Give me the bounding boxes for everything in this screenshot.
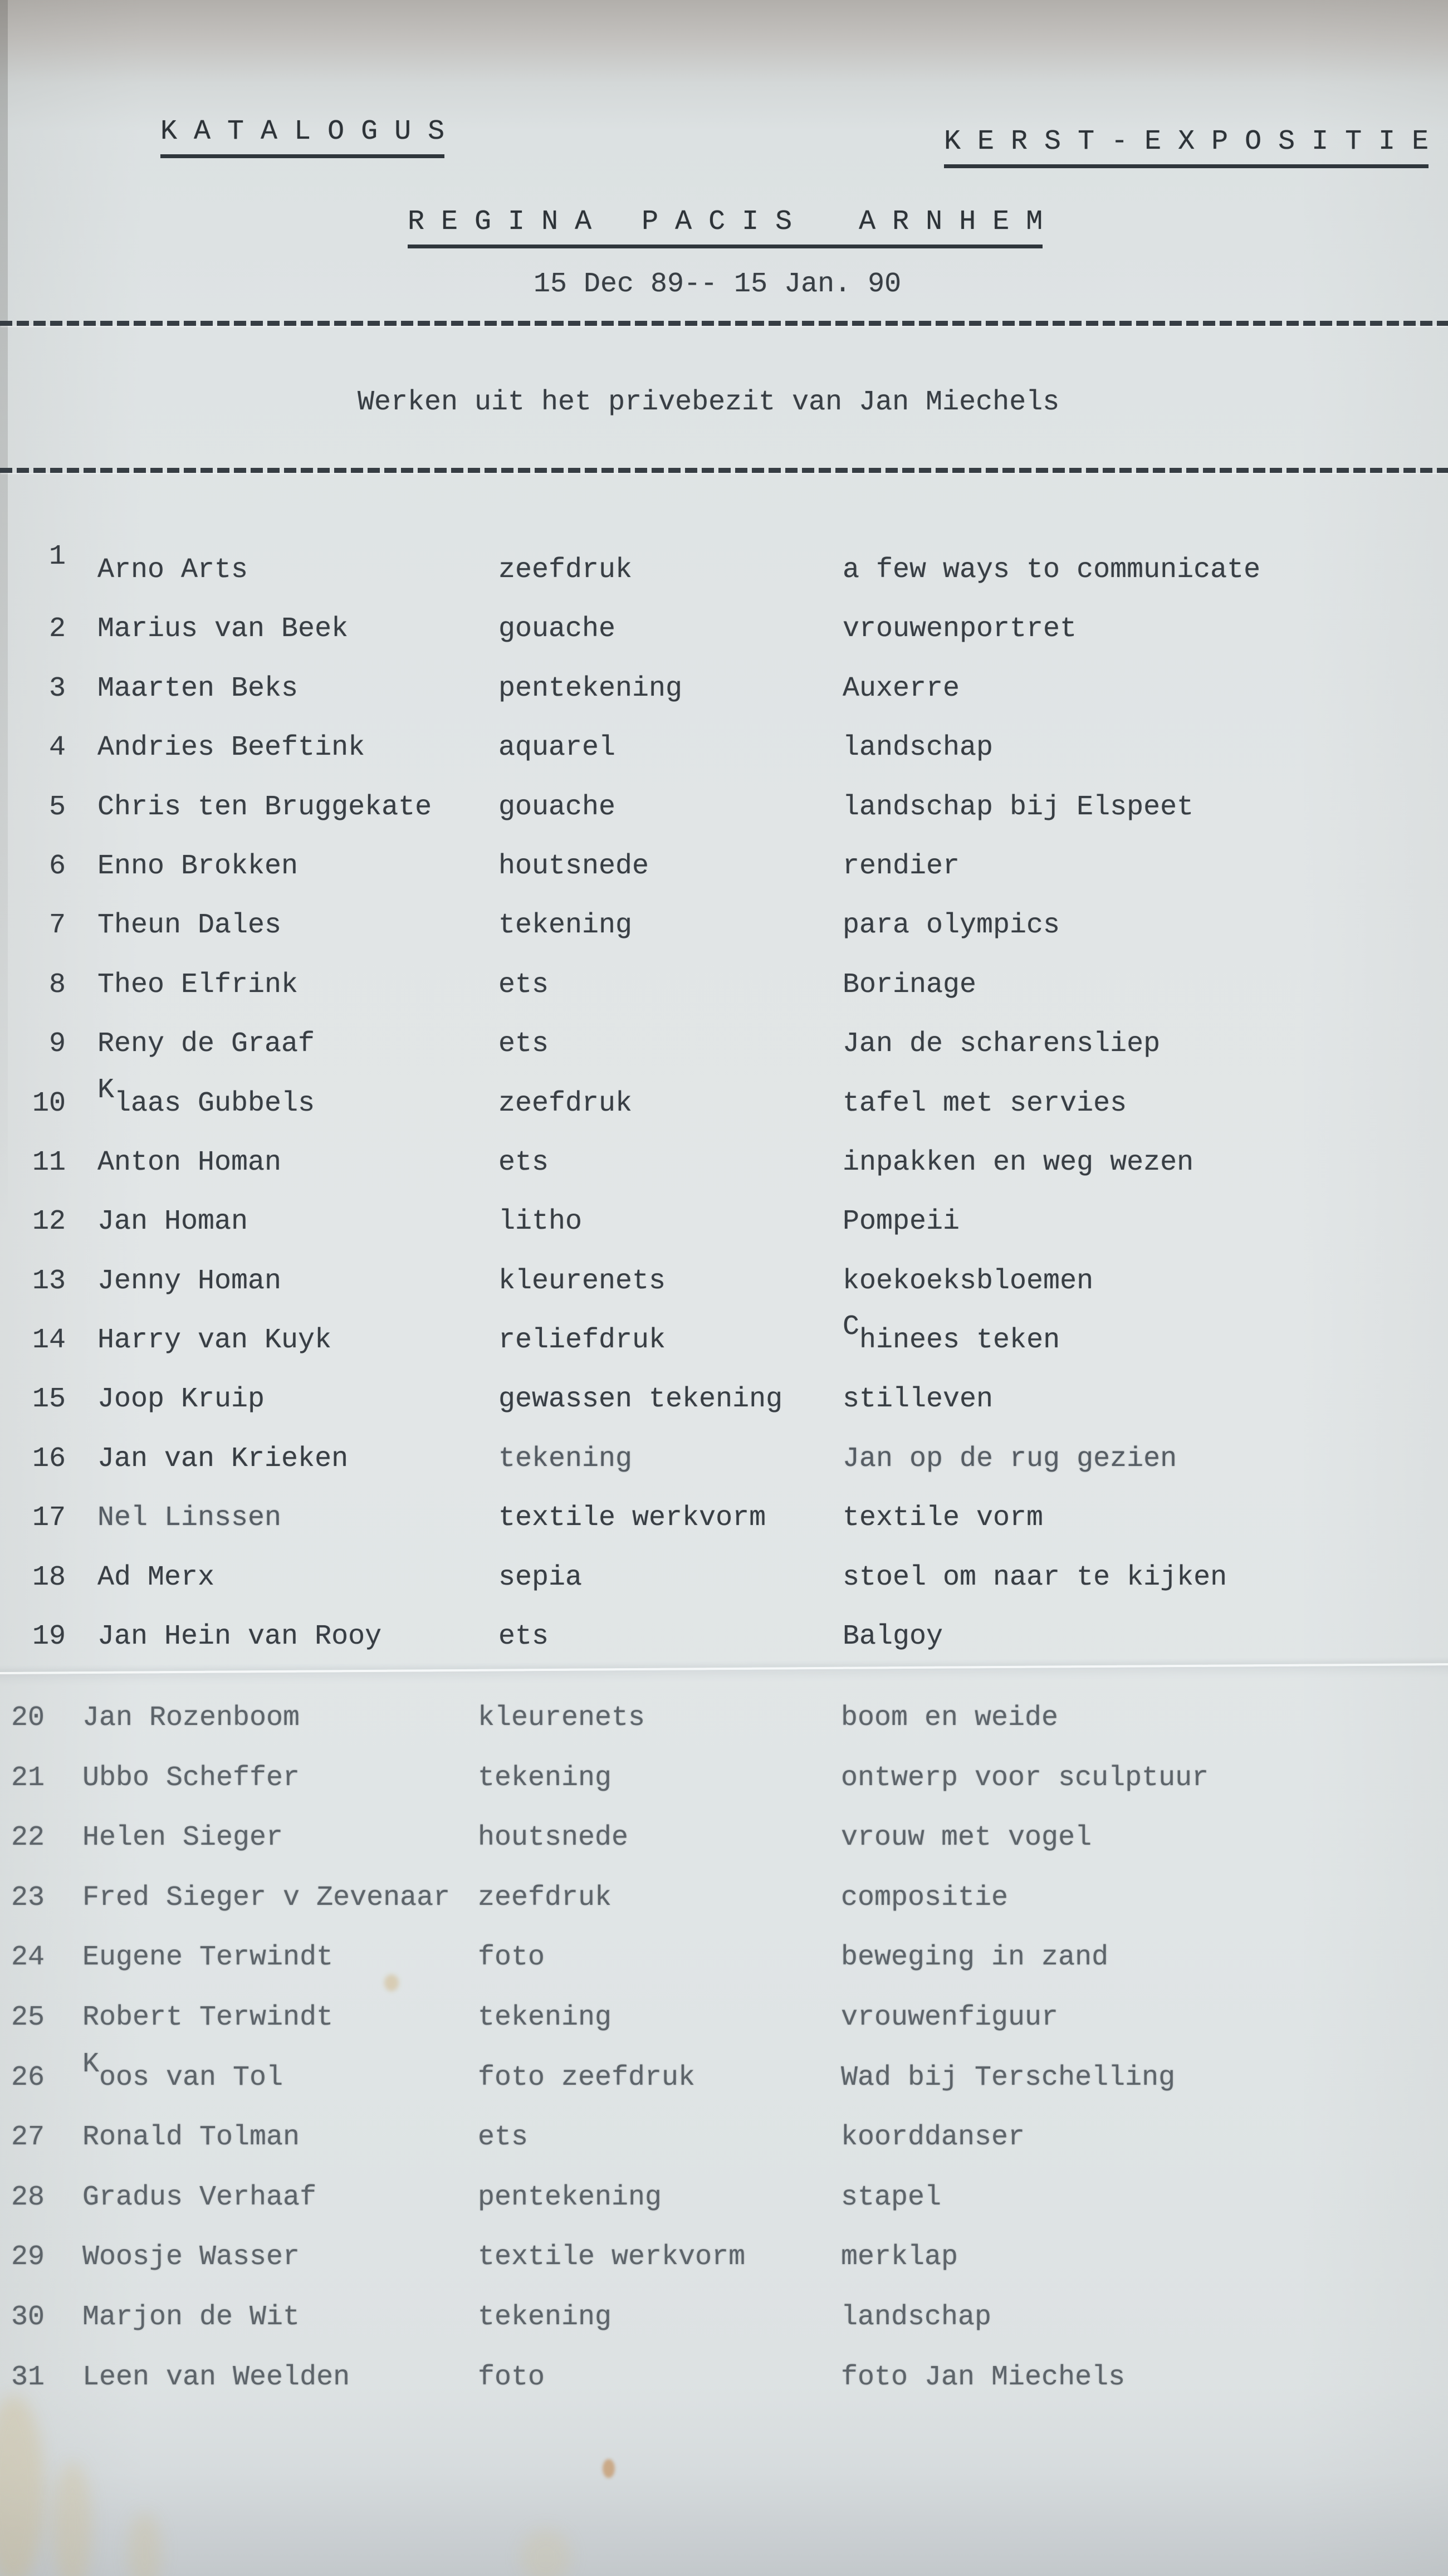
entry-number: 18 — [32, 1561, 66, 1593]
artist-name: Arno Arts — [97, 554, 248, 586]
medium: reliefdruk — [498, 1324, 666, 1357]
medium: zeefdruk — [498, 1087, 633, 1120]
artist-name: Helen Sieger — [82, 1822, 283, 1854]
artist-name: Robert Terwindt — [82, 2001, 334, 2034]
entry-number: 3 — [48, 672, 66, 705]
artist-name: Fred Sieger v Zevenaar — [82, 1881, 451, 1914]
artist-name: Jan Homan — [97, 1206, 248, 1238]
artist-name: Jan van Krieken — [97, 1443, 349, 1475]
catalog-row — [0, 1502, 1448, 1561]
header-left — [94, 84, 444, 180]
dashed-divider-bottom — [0, 468, 1448, 473]
medium: tekening — [478, 2001, 612, 2034]
medium: houtsnede — [498, 850, 649, 882]
catalog-row — [0, 969, 1448, 1028]
entry-number: 2 — [48, 613, 66, 646]
catalog-row — [0, 613, 1448, 672]
medium: zeefdruk — [498, 554, 633, 586]
artist-name: Marjon de Wit — [82, 2301, 300, 2333]
catalog-row — [0, 2048, 1448, 2122]
medium: kleurenets — [498, 1265, 666, 1297]
catalog-row — [0, 1882, 1448, 1942]
entry-number: 5 — [48, 791, 66, 823]
artist-name: Ad Merx — [97, 1561, 215, 1593]
catalog-row — [0, 1074, 1448, 1147]
medium: pentekening — [478, 2181, 662, 2213]
work-title: koorddanser — [841, 2122, 1025, 2154]
artist-name: Jan Hein van Rooy — [97, 1621, 382, 1653]
entry-number: 8 — [48, 969, 66, 1001]
catalog-list-upper — [0, 541, 1448, 1680]
work-title: vrouw met vogel — [841, 1822, 1092, 1854]
artist-name: Ubbo Scheffer — [82, 1762, 300, 1794]
medium: kleurenets — [478, 1702, 645, 1734]
medium: ets — [498, 1146, 549, 1179]
work-title: ontwerp voor sculptuur — [841, 1762, 1209, 1794]
entry-number: 25 — [11, 2001, 45, 2034]
paper-stain — [128, 2512, 162, 2576]
work-title: para olympics — [843, 910, 1060, 942]
artist-name: Nel Linssen — [97, 1502, 282, 1534]
catalog-row — [0, 2241, 1448, 2301]
medium: pentekening — [498, 672, 683, 705]
catalog-row — [0, 2002, 1448, 2062]
work-title: foto Jan Miechels — [841, 2361, 1126, 2393]
intro-line: Werken uit het privebezit van Jan Miechels — [358, 387, 1060, 418]
work-title: boom en weide — [841, 1702, 1059, 1734]
medium: tekening — [478, 1762, 612, 1794]
header-left-label: K A T A L O G U S — [160, 116, 444, 158]
catalog-row — [0, 791, 1448, 850]
artist-name: Anton Homan — [97, 1146, 282, 1179]
medium: ets — [498, 1028, 549, 1060]
paper-speck — [384, 1974, 399, 1991]
artist-name: Theo Elfrink — [97, 969, 299, 1001]
work-title: merklap — [841, 2241, 958, 2274]
catalog-row — [0, 910, 1448, 969]
artist-name: Jan Rozenboom — [82, 1702, 300, 1734]
catalog-row — [0, 732, 1448, 791]
artist-name: Theun Dales — [97, 910, 282, 942]
medium: houtsnede — [478, 1822, 629, 1854]
catalog-row — [0, 1702, 1448, 1762]
catalog-row — [0, 541, 1448, 613]
work-title: stilleven — [843, 1384, 994, 1416]
entry-number: 26 — [11, 2061, 45, 2094]
catalog-row — [0, 2362, 1448, 2422]
artist-name: Jenny Homan — [97, 1265, 282, 1297]
medium: ets — [498, 969, 549, 1001]
catalog-row — [0, 1265, 1448, 1324]
artist-name: Enno Brokken — [97, 850, 299, 882]
header-right-label: K E R S T - E X P O S I T I E — [944, 126, 1429, 168]
medium: tekening — [498, 1443, 633, 1475]
medium: sepia — [498, 1561, 583, 1593]
medium: gouache — [498, 613, 616, 646]
catalog-row — [0, 1762, 1448, 1822]
work-title: Pompeii — [843, 1206, 960, 1238]
medium: ets — [478, 2122, 529, 2154]
catalog-row — [0, 2182, 1448, 2242]
work-title: Chinees teken — [843, 1311, 1060, 1357]
artist-name: Andries Beeftink — [97, 732, 365, 764]
entry-number: 27 — [11, 2122, 45, 2154]
entry-number: 17 — [32, 1502, 66, 1534]
artist-name: Eugene Terwindt — [82, 1942, 334, 1974]
catalog-row — [0, 1206, 1448, 1265]
dashed-divider-top — [0, 321, 1448, 326]
medium: litho — [498, 1206, 583, 1238]
artist-name: Gradus Verhaaf — [82, 2181, 317, 2213]
raised-first-char: K — [97, 1074, 115, 1106]
work-title: compositie — [841, 1881, 1009, 1914]
raised-first-char: C — [843, 1311, 860, 1343]
work-title: Auxerre — [843, 672, 960, 705]
catalog-row — [0, 1311, 1448, 1384]
entry-number: 13 — [32, 1265, 66, 1297]
catalog-row — [0, 1384, 1448, 1443]
medium: ets — [498, 1621, 549, 1653]
entry-number: 14 — [32, 1324, 66, 1357]
work-title: landschap bij Elspeet — [843, 791, 1194, 823]
catalog-row — [0, 1028, 1448, 1087]
catalog-row — [0, 1822, 1448, 1882]
work-title: vrouwenportret — [843, 613, 1077, 646]
work-title: inpakken en weg wezen — [843, 1146, 1194, 1179]
work-title: koekoeksbloemen — [843, 1265, 1094, 1297]
paper-stain — [0, 2395, 45, 2576]
catalog-row — [0, 673, 1448, 732]
catalog-row — [0, 2122, 1448, 2182]
work-title: Jan op de rug gezien — [843, 1443, 1177, 1475]
work-title: landschap — [843, 732, 994, 764]
work-title: stoel om naar te kijken — [843, 1561, 1227, 1593]
catalog-row — [0, 1942, 1448, 2002]
catalog-row — [0, 1147, 1448, 1206]
catalog-row — [0, 1443, 1448, 1502]
raised-first-char: 1 — [48, 541, 66, 573]
medium: foto — [478, 1942, 545, 1974]
catalog-row — [0, 1562, 1448, 1621]
entry-number: 30 — [11, 2301, 45, 2333]
paper-speck — [603, 2459, 615, 2478]
entry-number: 19 — [32, 1621, 66, 1653]
work-title: beweging in zand — [841, 1942, 1109, 1974]
catalog-row — [0, 850, 1448, 910]
medium: foto zeefdruk — [478, 2061, 696, 2094]
entry-number: 6 — [48, 850, 66, 882]
entry-number: 10 — [32, 1087, 66, 1120]
paper-stain — [53, 2462, 92, 2576]
paper-stain — [521, 2529, 571, 2576]
work-title: vrouwenfiguur — [841, 2001, 1059, 2034]
entry-number: 4 — [48, 732, 66, 764]
entry-number: 21 — [11, 1762, 45, 1794]
artist-name: Harry van Kuyk — [97, 1324, 332, 1357]
entry-number: 24 — [11, 1942, 45, 1974]
entry-number: 28 — [11, 2181, 45, 2213]
work-title: stapel — [841, 2181, 942, 2213]
medium: textile werkvorm — [478, 2241, 746, 2274]
artist-name: Koos van Tol — [82, 2048, 283, 2094]
page-title-label: R E G I N A P A C I S A R N H E M — [408, 206, 1043, 248]
work-title: textile vorm — [843, 1502, 1044, 1534]
work-title: rendier — [843, 850, 960, 882]
page-title — [341, 174, 1043, 270]
artist-name: Maarten Beks — [97, 672, 299, 705]
medium: zeefdruk — [478, 1881, 612, 1914]
medium: gouache — [498, 791, 616, 823]
artist-name: Chris ten Bruggekate — [97, 791, 432, 823]
entry-number: 15 — [32, 1384, 66, 1416]
artist-name: Joop Kruip — [97, 1384, 265, 1416]
work-title: landschap — [841, 2301, 992, 2333]
date-range: 15 Dec 89-- 15 Jan. 90 — [534, 268, 902, 300]
medium: foto — [478, 2361, 545, 2393]
work-title: Wad bij Terschelling — [841, 2061, 1176, 2094]
work-title: a few ways to communicate — [843, 554, 1261, 586]
entry-number: 11 — [32, 1146, 66, 1179]
artist-name: Klaas Gubbels — [97, 1074, 315, 1120]
catalog-list-lower — [0, 1702, 1448, 2421]
raised-first-char: K — [82, 2048, 100, 2080]
artist-name: Ronald Tolman — [82, 2122, 300, 2154]
artist-name: Marius van Beek — [97, 613, 349, 646]
entry-number: 20 — [11, 1702, 45, 1734]
work-title: Borinage — [843, 969, 977, 1001]
medium: tekening — [498, 910, 633, 942]
entry-number: 31 — [11, 2361, 45, 2393]
work-title: Jan de scharensliep — [843, 1028, 1161, 1060]
medium: aquarel — [498, 732, 616, 764]
work-title: tafel met servies — [843, 1087, 1127, 1120]
entry-number: 7 — [48, 910, 66, 942]
catalog-row — [0, 2301, 1448, 2362]
medium: gewassen tekening — [498, 1384, 783, 1416]
entry-number — [17, 541, 66, 586]
medium: tekening — [478, 2301, 612, 2333]
entry-number: 29 — [11, 2241, 45, 2274]
work-title: Balgoy — [843, 1621, 943, 1653]
entry-number: 16 — [32, 1443, 66, 1475]
entry-number: 22 — [11, 1822, 45, 1854]
artist-name: Reny de Graaf — [97, 1028, 315, 1060]
entry-number: 12 — [32, 1206, 66, 1238]
entry-number: 9 — [48, 1028, 66, 1060]
artist-name: Woosje Wasser — [82, 2241, 300, 2274]
artist-name: Leen van Weelden — [82, 2361, 350, 2393]
medium: textile werkvorm — [498, 1502, 766, 1534]
entry-number: 23 — [11, 1881, 45, 1914]
